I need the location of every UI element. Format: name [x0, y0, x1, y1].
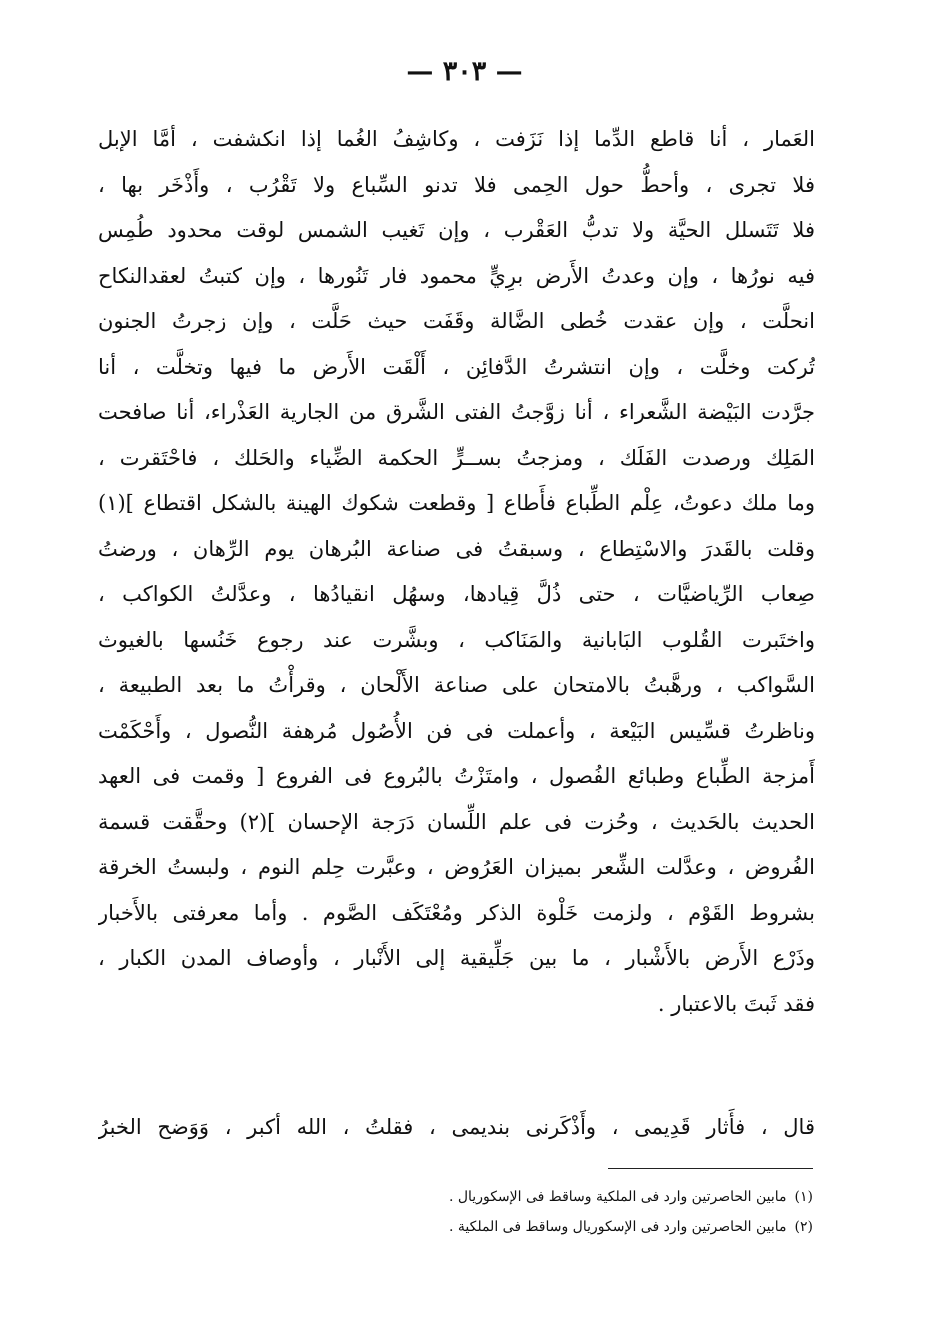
text-line: السَّواكب ، ورهَّبتُ بالامتحان على صناعة الأَلْحان ، وقرأْتُ ما بعد الطبيعة ، — [98, 673, 815, 697]
text-line: بشروط القَوْم ، ولزمت خَلْوة الذكر ومُعْتَكَف الصَّوم . وأما معرفتى بالأَخبار — [98, 900, 815, 925]
text-line: الحديث بالحَديث ، وحُزت فى علم اللِّسان دَرَجة الإحسان ](٢) وحقَّقت قسمة — [98, 809, 815, 834]
text-line: وناظرتُ قسِّيس البَيْعة ، وأعملت فى فن الأُصُول مُرهفة النُّصول ، وأَحْكَمْت — [98, 718, 815, 743]
text-line: وما ملك دعوتُ، عِلْم الطِّباع فأَطاع [ وقطعت شكوك الهينة بالشكل اقتطاع ](١) — [98, 491, 815, 515]
page-number: — ٣٠٣ — — [406, 56, 523, 87]
text-line: المَلِك ورصدت الفَلَك ، ومزجتُ بســرٍّ الحكمة الضِّياء والحَلك ، فاحْتَقرت ، — [98, 445, 815, 470]
text-line: أَمزجة الطِّباع وطبائع الفُصول ، وامتَزْتُ بالبُروع فى الفروع [ وقمت فى العهد — [98, 764, 815, 788]
text-line: وذَرْع الأَرض بالأَشْبار ، ما بين جَلِّيقية إلى الأَنْبار ، وأوصاف المدن الكبار ، — [98, 946, 815, 970]
footnote-text: مابين الحاصرتين وارد فى الإسكوريال وساقط فى الملكية . — [448, 1219, 787, 1235]
text-line: فيه نورُها ، وإن وعدتُ الأَرض برِيٍّ محمود فار تَنُورها ، وإن كتبتُ لعقدالنكاح — [98, 263, 815, 288]
text-line: فقد ثَبتَ بالاعتبار . — [657, 991, 815, 1016]
text-line: واختَبرت القُلوب البَابانية والمَنَاكب ، وبشَّرت عند رجوع خَنُسها بالغيوث — [98, 627, 815, 652]
footnote-item — [213, 1212, 813, 1242]
text-line: الفُروض ، وعدَّلت الشِّعر بميزان العَرُوض ، وعبَّرت حِلم النوم ، ولبستُ الخرقة — [98, 855, 815, 879]
text-line: صِعاب الرِّياضيَّات ، حتى ذُلَّ قِيادها، وسهُل انقيادُها ، وعدَّلتُ الكواكب ، — [98, 582, 815, 606]
footnote-marker: (١) — [794, 1189, 813, 1205]
footnote-marker: (٢) — [794, 1219, 813, 1235]
text-line: العَمار ، أنا قاطع الدِّما إذا نَزَفت ، وكاشِفُ الغُما إذا انكشفت ، أمَّا الإبل — [98, 127, 815, 151]
text-line: فلا تَتَسلل الحيَّة ولا تدبُّ العَقْرب ، وإن تَغيب الشمس لوقت محدود طُمِس — [98, 218, 815, 242]
text-line: انحلَّت ، وإن عقدت خُطى الضَّالة وقَفَت حيث حَلَّت ، وإن زجرتُ الجنون — [98, 309, 815, 333]
footnote-item — [213, 1182, 813, 1212]
text-line: تُركت وخلَّت ، وإن انتشرتُ الدَّفائِن ، أَلْقَت الأَرض ما فيها وتخلَّت ، أنا — [98, 354, 815, 379]
text-line: فلا تجرى ، وأحطُّ حول الحِمى فلا تدنو السِّباع ولا تَقْرُب ، وأَذْخَر بها ، — [98, 172, 815, 197]
footnotes — [213, 1182, 813, 1242]
main-paragraph — [98, 117, 815, 1027]
closing-paragraph: قال ، فأَثار قَدِيمى ، وأَذْكَرنى بنديمى ، فقلتُ ، الله أكبر ، وَوَضح الخبرُ — [98, 1115, 815, 1139]
footnote-divider — [608, 1168, 813, 1169]
text-line: وقلت بالقَدرَ والاسْتِطاع ، وسبقتُ فى صناعة البُرهان يوم الرِّهان ، ورضتُ — [98, 536, 815, 561]
text-line: جرَّدت البَيْضة الشَّعراء ، أنا زوَّجتُ الفتى الشَّرق من الجارية العَذْراء، أنا صافحت — [98, 400, 815, 424]
footnote-text: مابين الحاصرتين وارد فى الملكية وساقط فى الإسكوريال . — [448, 1189, 787, 1205]
